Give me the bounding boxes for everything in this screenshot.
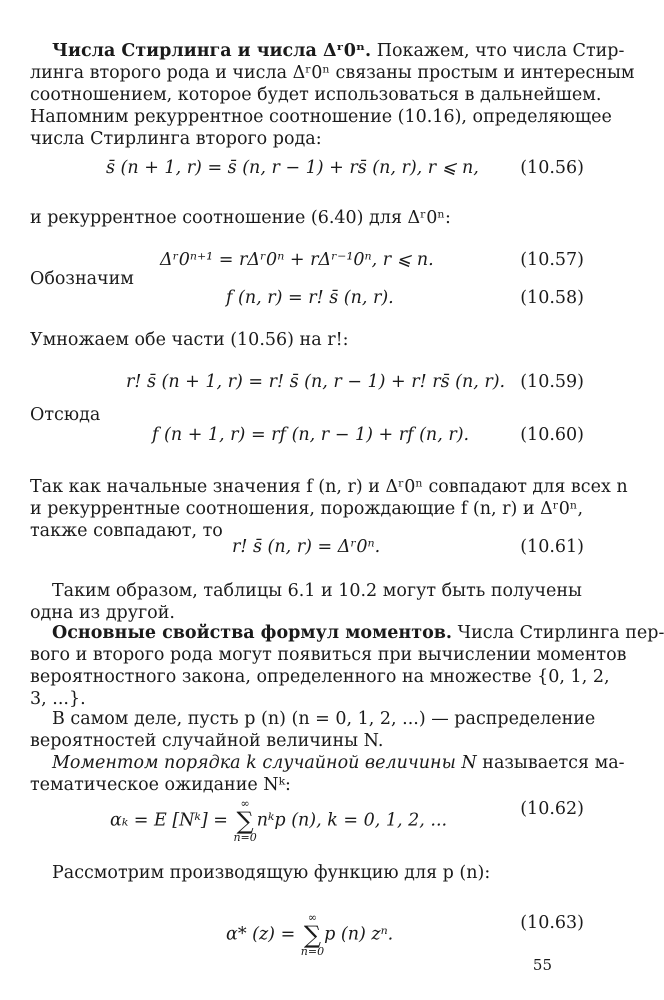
paragraph-line: Числа Стирлинга и числа Δʳ0ⁿ. Покажем, что числа Стир- xyxy=(52,41,625,61)
italic-term: Моментом порядка k случайной величины N xyxy=(52,753,477,773)
paragraph-line: вого и второго рода могут появиться при вычислении моментов xyxy=(30,645,627,665)
equation-number: (10.57) xyxy=(520,250,584,270)
section-heading: Числа Стирлинга и числа Δʳ0ⁿ. xyxy=(52,41,372,61)
summation-sign: ∞ ∑ n=0 xyxy=(300,911,325,958)
text-word: Обозначим xyxy=(30,269,134,289)
paragraph-distribution xyxy=(30,708,596,752)
text-word: Отсюда xyxy=(30,405,101,425)
paragraph-initial-values xyxy=(30,476,628,542)
equation-10-63: α* (z) = ∞ ∑ n=0 p (n) zⁿ. xyxy=(226,911,394,958)
equation-number: (10.59) xyxy=(520,372,584,392)
paragraph-line: Моментом порядка k случайной величины N называется ма- xyxy=(52,753,625,773)
paragraph-stirling-intro xyxy=(30,40,635,150)
paragraph-line: Таким образом, таблицы 6.1 и 10.2 могут быть получены xyxy=(52,581,582,601)
paragraph-line: В самом деле, пусть p (n) (n = 0, 1, 2, ...) — распределение xyxy=(52,709,596,729)
text-line: Рассмотрим производящую функцию для p (n): xyxy=(52,863,491,883)
text-line: и рекуррентное соотношение (6.40) для Δʳ0ⁿ: xyxy=(30,208,451,228)
paragraph-line: Основные свойства формул моментов. Числа Стирлинга пер- xyxy=(52,623,664,643)
equation-number: (10.62) xyxy=(520,799,584,819)
equation-10-56: s̄ (n + 1, r) = s̄ (n, r − 1) + rs̄ (n, r), r ⩽ n, xyxy=(106,158,479,178)
paragraph-tables xyxy=(30,580,582,624)
paragraph-line: Напомним рекуррентное соотношение (10.16), определяющее xyxy=(30,107,612,127)
paragraph-line: соотношением, которое будет использоваться в дальнейшем. xyxy=(30,85,602,105)
equation-10-61: r! s̄ (n, r) = Δʳ0ⁿ. xyxy=(232,537,381,557)
paragraph-line: вероятностного закона, определенного на множестве {0, 1, 2, xyxy=(30,667,610,687)
paragraph-line: вероятностей случайной величины N. xyxy=(30,731,384,751)
paragraph-line: одна из другой. xyxy=(30,603,175,623)
summation-sign: ∞ ∑ n=0 xyxy=(233,797,257,844)
page-number: 55 xyxy=(532,956,552,974)
equation-10-60: f (n + 1, r) = rf (n, r − 1) + rf (n, r). xyxy=(152,425,470,445)
text-line: Умножаем обе части (10.56) на r!: xyxy=(30,330,349,350)
equation-10-59: r! s̄ (n + 1, r) = r! s̄ (n, r − 1) + r! rs̄ (n, r). xyxy=(126,372,506,392)
paragraph-line: также совпадают, то xyxy=(30,521,223,541)
paragraph-line: линга второго рода и числа Δʳ0ⁿ связаны простым и интересным xyxy=(30,63,635,83)
paragraph-moment-properties xyxy=(30,622,664,710)
equation-number: (10.60) xyxy=(520,425,584,445)
equation-10-58: f (n, r) = r! s̄ (n, r). xyxy=(226,288,394,308)
paragraph-moment-definition xyxy=(30,752,625,796)
section-heading: Основные свойства формул моментов. xyxy=(52,623,452,643)
paragraph-line: тематическое ожидание Nᵏ: xyxy=(30,775,291,795)
paragraph-line: Так как начальные значения f (n, r) и Δʳ0ⁿ совпадают для всех n xyxy=(30,477,628,497)
equation-number: (10.56) xyxy=(520,158,584,178)
paragraph-line: числа Стирлинга второго рода: xyxy=(30,129,322,149)
paragraph-line: и рекуррентные соотношения, порождающие f (n, r) и Δʳ0ⁿ, xyxy=(30,499,584,519)
equation-number: (10.63) xyxy=(520,913,584,933)
equation-10-62: αₖ = E [Nᵏ] = ∞ ∑ n=0 nᵏp (n), k = 0, 1, 2, ... xyxy=(110,797,448,844)
paragraph-line: 3, ...}. xyxy=(30,689,86,709)
equation-number: (10.58) xyxy=(520,288,584,308)
equation-number: (10.61) xyxy=(520,537,584,557)
equation-10-57: Δʳ0ⁿ⁺¹ = rΔʳ0ⁿ + rΔʳ⁻¹0ⁿ, r ⩽ n. xyxy=(160,250,434,270)
